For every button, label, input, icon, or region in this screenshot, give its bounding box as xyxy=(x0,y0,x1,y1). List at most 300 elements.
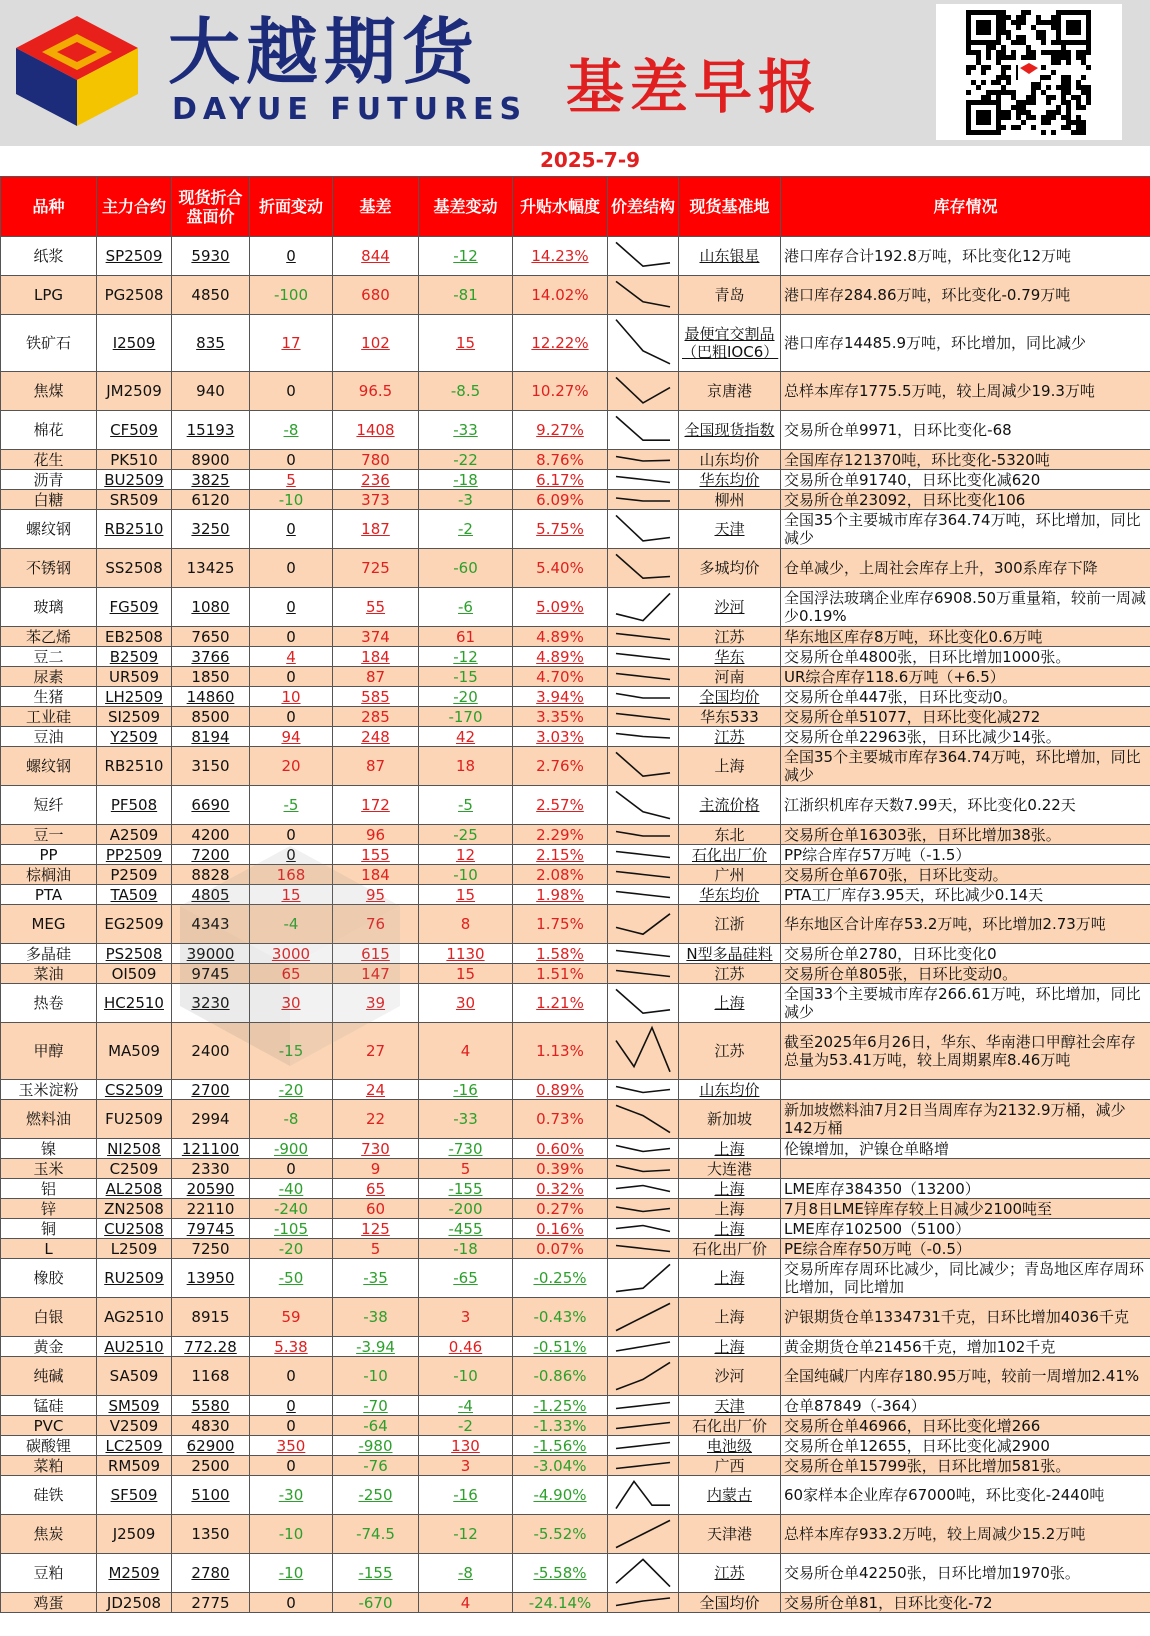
table-row xyxy=(1,1239,1150,1259)
spot-price-cell: 940 xyxy=(172,372,250,411)
variety-cell: 黄金 xyxy=(1,1337,97,1357)
price-structure-sparkline xyxy=(608,845,679,865)
spot-price-cell: 8915 xyxy=(172,1298,250,1337)
basis-change-cell: -12 xyxy=(419,647,513,667)
premium-cell: 2.76% xyxy=(513,747,608,786)
variety-cell: 生猪 xyxy=(1,687,97,707)
sparkline-path xyxy=(616,1303,670,1330)
table-row xyxy=(1,588,1150,627)
contract-cell: SM509 xyxy=(97,1396,172,1416)
variety-cell: 镍 xyxy=(1,1139,97,1159)
inventory-cell: 交易所仓单2780，日环比变化0 xyxy=(781,944,1150,964)
spot-change-cell: 17 xyxy=(250,315,333,372)
table-row xyxy=(1,845,1150,865)
spot-base-cell: 主流价格 xyxy=(679,786,781,825)
table-row xyxy=(1,510,1150,549)
variety-cell: 豆二 xyxy=(1,647,97,667)
variety-cell: 玉米淀粉 xyxy=(1,1080,97,1100)
spot-change-cell: 30 xyxy=(250,984,333,1023)
basis-cell: 5 xyxy=(333,1239,419,1259)
contract-cell: ZN2508 xyxy=(97,1199,172,1219)
spot-price-cell: 8900 xyxy=(172,450,250,470)
variety-cell: 豆粕 xyxy=(1,1554,97,1593)
spot-price-cell: 2775 xyxy=(172,1593,250,1613)
contract-cell: PG2508 xyxy=(97,276,172,315)
basis-cell: 184 xyxy=(333,647,419,667)
inventory-cell: 港口库存14485.9万吨，环比增加，同比减少 xyxy=(781,315,1150,372)
contract-cell: AL2508 xyxy=(97,1179,172,1199)
spot-base-cell: 上海 xyxy=(679,1179,781,1199)
inventory-cell: 交易所仓单91740，日环比变化减620 xyxy=(781,470,1150,490)
spot-change-cell: 15 xyxy=(250,885,333,905)
table-row xyxy=(1,470,1150,490)
basis-cell: 844 xyxy=(333,237,419,276)
table-row xyxy=(1,276,1150,315)
report-date: 2025-7-9 xyxy=(539,148,641,172)
table-row xyxy=(1,865,1150,885)
premium-cell: -24.14% xyxy=(513,1593,608,1613)
table-row xyxy=(1,1159,1150,1179)
spot-change-cell: 0 xyxy=(250,510,333,549)
basis-change-cell: -200 xyxy=(419,1199,513,1219)
spot-change-cell: -30 xyxy=(250,1476,333,1515)
basis-change-cell: -170 xyxy=(419,707,513,727)
spot-change-cell: -8 xyxy=(250,1100,333,1139)
table-row xyxy=(1,964,1150,984)
premium-cell: -1.33% xyxy=(513,1416,608,1436)
inventory-cell: PE综合库存50万吨（-0.5） xyxy=(781,1239,1150,1259)
spot-base-cell: 上海 xyxy=(679,1139,781,1159)
premium-cell: 3.94% xyxy=(513,687,608,707)
spot-change-cell: -20 xyxy=(250,1239,333,1259)
spot-base-cell: 最便宜交割品（巴粗IOC6） xyxy=(679,315,781,372)
variety-cell: PVC xyxy=(1,1416,97,1436)
inventory-cell: 港口库存合计192.8万吨，环比变化12万吨 xyxy=(781,237,1150,276)
price-structure-sparkline xyxy=(608,747,679,786)
premium-cell: 8.76% xyxy=(513,450,608,470)
variety-cell: 玻璃 xyxy=(1,588,97,627)
basis-change-cell: -25 xyxy=(419,825,513,845)
sparkline-path xyxy=(616,498,670,501)
variety-cell: 花生 xyxy=(1,450,97,470)
spot-base-cell: 江苏 xyxy=(679,627,781,647)
premium-cell: 2.15% xyxy=(513,845,608,865)
inventory-cell: 全国浮法玻璃企业库存6908.50万重量箱，较前一周减少0.19% xyxy=(781,588,1150,627)
basis-change-cell: -12 xyxy=(419,1515,513,1554)
basis-cell: 615 xyxy=(333,944,419,964)
basis-cell: 155 xyxy=(333,845,419,865)
basis-change-cell: 15 xyxy=(419,315,513,372)
contract-cell: SS2508 xyxy=(97,549,172,588)
contract-cell: SI2509 xyxy=(97,707,172,727)
variety-cell: PTA xyxy=(1,885,97,905)
contract-cell: SR509 xyxy=(97,490,172,510)
spot-base-cell: 广西 xyxy=(679,1456,781,1476)
price-structure-sparkline xyxy=(608,1259,679,1298)
table-row xyxy=(1,315,1150,372)
sparkline-path xyxy=(616,971,670,977)
price-structure-sparkline xyxy=(608,588,679,627)
basis-cell: 55 xyxy=(333,588,419,627)
variety-cell: 纯碱 xyxy=(1,1357,97,1396)
spot-change-cell: -15 xyxy=(250,1023,333,1080)
spot-base-cell: 上海 xyxy=(679,1298,781,1337)
table-row xyxy=(1,1593,1150,1613)
sparkline-path xyxy=(616,832,670,837)
inventory-cell: 交易所仓单670张，日环比变动。 xyxy=(781,865,1150,885)
price-structure-sparkline xyxy=(608,627,679,647)
premium-cell: 0.60% xyxy=(513,1139,608,1159)
premium-cell: 0.73% xyxy=(513,1100,608,1139)
inventory-cell: 新加坡燃料油7月2日当周库存为2132.9万桶，减少142万桶 xyxy=(781,1100,1150,1139)
sparkline-path xyxy=(616,1423,670,1429)
sparkline-path xyxy=(616,1105,670,1132)
premium-cell: 5.75% xyxy=(513,510,608,549)
variety-cell: 工业硅 xyxy=(1,707,97,727)
variety-cell: 棉花 xyxy=(1,411,97,450)
spot-change-cell: 0 xyxy=(250,845,333,865)
inventory-cell: 全国库存121370吨，环比变化-5320吨 xyxy=(781,450,1150,470)
inventory-cell: 全国35个主要城市库存364.74万吨，环比增加，同比减少 xyxy=(781,747,1150,786)
premium-cell: 2.29% xyxy=(513,825,608,845)
contract-cell: AG2510 xyxy=(97,1298,172,1337)
inventory-cell: 截至2025年6月26日，华东、华南港口甲醇社会库存总量为53.41万吨，较上周期累库8.46万吨 xyxy=(781,1023,1150,1080)
basis-cell: 236 xyxy=(333,470,419,490)
variety-cell: 短纤 xyxy=(1,786,97,825)
basis-change-cell: -12 xyxy=(419,237,513,276)
sparkline-path xyxy=(616,457,670,462)
inventory-cell: 交易所仓单805张，日环比变动0。 xyxy=(781,964,1150,984)
inventory-cell: 交易所仓单16303张，日环比增加38张。 xyxy=(781,825,1150,845)
spot-change-cell: -8 xyxy=(250,411,333,450)
variety-cell: PP xyxy=(1,845,97,865)
spot-price-cell: 9745 xyxy=(172,964,250,984)
basis-cell: 27 xyxy=(333,1023,419,1080)
spot-price-cell: 1080 xyxy=(172,588,250,627)
basis-change-cell: -6 xyxy=(419,588,513,627)
inventory-cell: 交易所仓单51077，日环比变化减272 xyxy=(781,707,1150,727)
sparkline-path xyxy=(616,593,670,620)
price-structure-sparkline xyxy=(608,667,679,687)
basis-change-cell: -155 xyxy=(419,1179,513,1199)
variety-cell: 焦炭 xyxy=(1,1515,97,1554)
spot-price-cell: 4200 xyxy=(172,825,250,845)
contract-cell: SF509 xyxy=(97,1476,172,1515)
spot-change-cell: 59 xyxy=(250,1298,333,1337)
basis-cell: 147 xyxy=(333,964,419,984)
basis-change-cell: -5 xyxy=(419,786,513,825)
qr-code-icon xyxy=(936,4,1122,140)
spot-base-cell: 京唐港 xyxy=(679,372,781,411)
price-structure-sparkline xyxy=(608,1593,679,1613)
contract-cell: HC2510 xyxy=(97,984,172,1023)
inventory-cell: 交易所仓单46966，日环比变化增266 xyxy=(781,1416,1150,1436)
price-structure-sparkline xyxy=(608,825,679,845)
spot-base-cell: 上海 xyxy=(679,1219,781,1239)
basis-cell: -670 xyxy=(333,1593,419,1613)
basis-change-cell: -18 xyxy=(419,1239,513,1259)
inventory-cell: 全国纯碱厂内库存180.95万吨，较前一周增加2.41% xyxy=(781,1357,1150,1396)
premium-cell: 12.22% xyxy=(513,315,608,372)
premium-cell: 2.08% xyxy=(513,865,608,885)
basis-cell: -250 xyxy=(333,1476,419,1515)
table-row xyxy=(1,825,1150,845)
column-header: 基差 xyxy=(333,177,419,237)
price-structure-sparkline xyxy=(608,490,679,510)
variety-cell: 鸡蛋 xyxy=(1,1593,97,1613)
variety-cell: 不锈钢 xyxy=(1,549,97,588)
price-structure-sparkline xyxy=(608,237,679,276)
basis-change-cell: 0.46 xyxy=(419,1337,513,1357)
price-structure-sparkline xyxy=(608,885,679,905)
inventory-cell: 交易所仓单447张，日环比变动0。 xyxy=(781,687,1150,707)
sparkline-path xyxy=(616,1226,670,1232)
basis-table-area xyxy=(0,146,1150,1636)
contract-cell: JM2509 xyxy=(97,372,172,411)
table-row xyxy=(1,687,1150,707)
spot-change-cell: 0 xyxy=(250,1416,333,1436)
spot-price-cell: 121100 xyxy=(172,1139,250,1159)
spot-price-cell: 4805 xyxy=(172,885,250,905)
table-row xyxy=(1,1416,1150,1436)
spot-base-cell: 河南 xyxy=(679,667,781,687)
basis-change-cell: -455 xyxy=(419,1219,513,1239)
spot-base-cell: 电池级 xyxy=(679,1436,781,1456)
column-header: 现货折合盘面价 xyxy=(172,177,250,237)
variety-cell: 铜 xyxy=(1,1219,97,1239)
variety-cell: 螺纹钢 xyxy=(1,510,97,549)
contract-cell: I2509 xyxy=(97,315,172,372)
basis-cell: 60 xyxy=(333,1199,419,1219)
price-structure-sparkline xyxy=(608,1199,679,1219)
inventory-cell: 交易所仓单4800张，日环比增加1000张。 xyxy=(781,647,1150,667)
premium-cell: 0.32% xyxy=(513,1179,608,1199)
contract-cell: RU2509 xyxy=(97,1259,172,1298)
table-row xyxy=(1,786,1150,825)
inventory-cell: PP综合库存57万吨（-1.5） xyxy=(781,845,1150,865)
premium-cell: 14.23% xyxy=(513,237,608,276)
contract-cell: CF509 xyxy=(97,411,172,450)
basis-cell: 780 xyxy=(333,450,419,470)
inventory-cell: 交易所库存周环比减少，同比减少；青岛地区库存周环比增加，同比增加 xyxy=(781,1259,1150,1298)
contract-cell: LC2509 xyxy=(97,1436,172,1456)
spot-price-cell: 13950 xyxy=(172,1259,250,1298)
spot-price-cell: 5100 xyxy=(172,1476,250,1515)
inventory-cell: 交易所仓单42250张，日环比增加1970张。 xyxy=(781,1554,1150,1593)
spot-price-cell: 15193 xyxy=(172,411,250,450)
basis-change-cell: -60 xyxy=(419,549,513,588)
sparkline-path xyxy=(616,654,670,660)
inventory-cell: 交易所仓单12655，日环比变化减2900 xyxy=(781,1436,1150,1456)
variety-cell: 纸浆 xyxy=(1,237,97,276)
variety-cell: 菜油 xyxy=(1,964,97,984)
spot-change-cell: -40 xyxy=(250,1179,333,1199)
table-row xyxy=(1,885,1150,905)
brand-name-en: DAYUE FUTURES xyxy=(172,92,528,127)
table-row xyxy=(1,1476,1150,1515)
spot-base-cell: 华东 xyxy=(679,647,781,667)
inventory-cell: 交易所仓单9971，日环比变化-68 xyxy=(781,411,1150,450)
sparkline-path xyxy=(616,320,670,364)
column-header: 升贴水幅度 xyxy=(513,177,608,237)
basis-cell: -155 xyxy=(333,1554,419,1593)
table-row xyxy=(1,372,1150,411)
basis-cell: 95 xyxy=(333,885,419,905)
basis-change-cell: -8 xyxy=(419,1554,513,1593)
price-structure-sparkline xyxy=(608,1515,679,1554)
spot-base-cell: 华东均价 xyxy=(679,885,781,905)
sparkline-path xyxy=(616,1264,670,1291)
spot-change-cell: 0 xyxy=(250,825,333,845)
basis-change-cell: 1130 xyxy=(419,944,513,964)
spot-base-cell: 山东均价 xyxy=(679,1080,781,1100)
contract-cell: EB2508 xyxy=(97,627,172,647)
variety-cell: 白银 xyxy=(1,1298,97,1337)
premium-cell: 0.07% xyxy=(513,1239,608,1259)
spot-change-cell: -20 xyxy=(250,1080,333,1100)
spot-change-cell: 0 xyxy=(250,237,333,276)
table-row xyxy=(1,411,1150,450)
spot-change-cell: 350 xyxy=(250,1436,333,1456)
basis-change-cell: -2 xyxy=(419,1416,513,1436)
basis-change-cell: -3 xyxy=(419,490,513,510)
premium-cell: 4.70% xyxy=(513,667,608,687)
spot-price-cell: 14860 xyxy=(172,687,250,707)
sparkline-path xyxy=(616,714,670,720)
table-row xyxy=(1,1080,1150,1100)
price-structure-sparkline xyxy=(608,1337,679,1357)
contract-cell: LH2509 xyxy=(97,687,172,707)
spot-change-cell: 0 xyxy=(250,1159,333,1179)
variety-cell: 铁矿石 xyxy=(1,315,97,372)
spot-change-cell: 0 xyxy=(250,707,333,727)
contract-cell: SA509 xyxy=(97,1357,172,1396)
inventory-cell: 港口库存284.86万吨，环比变化-0.79万吨 xyxy=(781,276,1150,315)
premium-cell: 3.03% xyxy=(513,727,608,747)
contract-cell: C2509 xyxy=(97,1159,172,1179)
table-row xyxy=(1,1298,1150,1337)
basis-change-cell: 15 xyxy=(419,964,513,984)
price-structure-sparkline xyxy=(608,707,679,727)
spot-base-cell: 江苏 xyxy=(679,964,781,984)
price-structure-sparkline xyxy=(608,905,679,944)
table-row xyxy=(1,727,1150,747)
basis-cell: -3.94 xyxy=(333,1337,419,1357)
basis-cell: -74.5 xyxy=(333,1515,419,1554)
spot-price-cell: 2780 xyxy=(172,1554,250,1593)
basis-cell: 96.5 xyxy=(333,372,419,411)
variety-cell: 棕榈油 xyxy=(1,865,97,885)
basis-cell: 65 xyxy=(333,1179,419,1199)
inventory-cell: 全国35个主要城市库存364.74万吨，环比增加，同比减少 xyxy=(781,510,1150,549)
inventory-cell: LME库存384350（13200） xyxy=(781,1179,1150,1199)
spot-base-cell: 石化出厂价 xyxy=(679,845,781,865)
spot-price-cell: 3766 xyxy=(172,647,250,667)
contract-cell: EG2509 xyxy=(97,905,172,944)
spot-base-cell: 大连港 xyxy=(679,1159,781,1179)
inventory-cell: 总样本库存933.2万吨，较上周减少15.2万吨 xyxy=(781,1515,1150,1554)
premium-cell: 0.27% xyxy=(513,1199,608,1219)
inventory-cell: 交易所仓单22963张，日环比减少14张。 xyxy=(781,727,1150,747)
contract-cell: PK510 xyxy=(97,450,172,470)
spot-change-cell: 10 xyxy=(250,687,333,707)
spot-price-cell: 13425 xyxy=(172,549,250,588)
basis-change-cell: -4 xyxy=(419,1396,513,1416)
spot-price-cell: 39000 xyxy=(172,944,250,964)
spot-base-cell: 华东均价 xyxy=(679,470,781,490)
contract-cell: OI509 xyxy=(97,964,172,984)
spot-change-cell: 0 xyxy=(250,588,333,627)
spot-price-cell: 1850 xyxy=(172,667,250,687)
column-header: 库存情况 xyxy=(781,177,1150,237)
sparkline-path xyxy=(616,1443,670,1449)
sparkline-path xyxy=(616,752,670,776)
contract-cell: CS2509 xyxy=(97,1080,172,1100)
basis-cell: 22 xyxy=(333,1100,419,1139)
spot-change-cell: -105 xyxy=(250,1219,333,1239)
spot-change-cell: 0 xyxy=(250,372,333,411)
basis-change-cell: -10 xyxy=(419,865,513,885)
inventory-cell: 华东地区合计库存53.2万吨，环比增加2.73万吨 xyxy=(781,905,1150,944)
price-structure-sparkline xyxy=(608,647,679,667)
contract-cell: V2509 xyxy=(97,1416,172,1436)
spot-price-cell: 2500 xyxy=(172,1456,250,1476)
spot-base-cell: 多城均价 xyxy=(679,549,781,588)
spot-change-cell: -10 xyxy=(250,1515,333,1554)
premium-cell: -1.56% xyxy=(513,1436,608,1456)
spot-price-cell: 2330 xyxy=(172,1159,250,1179)
column-header: 基差变动 xyxy=(419,177,513,237)
basis-change-cell: 4 xyxy=(419,1593,513,1613)
spot-base-cell: 天津港 xyxy=(679,1515,781,1554)
table-row xyxy=(1,944,1150,964)
spot-change-cell: 3000 xyxy=(250,944,333,964)
spot-price-cell: 22110 xyxy=(172,1199,250,1219)
basis-cell: 172 xyxy=(333,786,419,825)
spot-base-cell: 上海 xyxy=(679,1199,781,1219)
variety-cell: 螺纹钢 xyxy=(1,747,97,786)
basis-change-cell: 3 xyxy=(419,1456,513,1476)
spot-price-cell: 3230 xyxy=(172,984,250,1023)
premium-cell: -3.04% xyxy=(513,1456,608,1476)
table-row xyxy=(1,1554,1150,1593)
spot-base-cell: 上海 xyxy=(679,984,781,1023)
basis-change-cell: -22 xyxy=(419,450,513,470)
premium-cell: 9.27% xyxy=(513,411,608,450)
basis-change-cell: -65 xyxy=(419,1259,513,1298)
variety-cell: 锌 xyxy=(1,1199,97,1219)
contract-cell: FU2509 xyxy=(97,1100,172,1139)
basis-change-cell: 4 xyxy=(419,1023,513,1080)
price-structure-sparkline xyxy=(608,1219,679,1239)
inventory-cell: PTA工厂库存3.95天，环比减少0.14天 xyxy=(781,885,1150,905)
inventory-cell: 黄金期货仓单21456千克，增加102千克 xyxy=(781,1337,1150,1357)
contract-cell: AU2510 xyxy=(97,1337,172,1357)
basis-cell: 125 xyxy=(333,1219,419,1239)
contract-cell: JD2508 xyxy=(97,1593,172,1613)
spot-price-cell: 5580 xyxy=(172,1396,250,1416)
table-row xyxy=(1,984,1150,1023)
spot-price-cell: 7250 xyxy=(172,1239,250,1259)
price-structure-sparkline xyxy=(608,372,679,411)
sparkline-path xyxy=(616,1481,670,1508)
basis-change-cell: 3 xyxy=(419,1298,513,1337)
premium-cell: 0.89% xyxy=(513,1080,608,1100)
spot-base-cell: 华东533 xyxy=(679,707,781,727)
spot-price-cell: 3150 xyxy=(172,747,250,786)
column-header: 现货基准地 xyxy=(679,177,781,237)
inventory-cell xyxy=(781,1080,1150,1100)
